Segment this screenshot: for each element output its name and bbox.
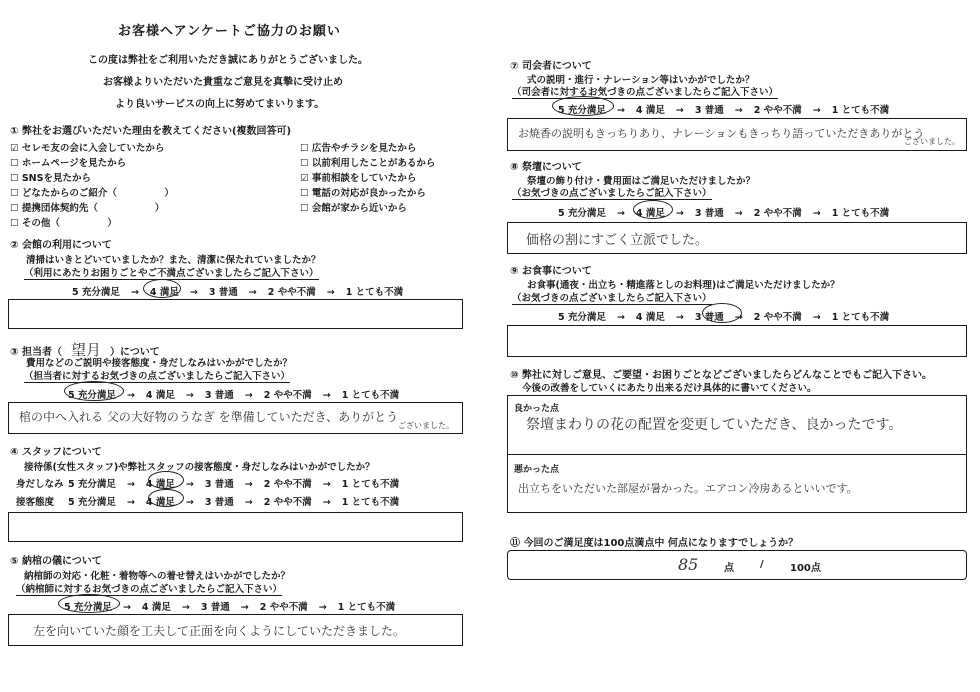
good-points-text[interactable]: 祭壇まわりの花の配置を変更していただき、良かったです。 bbox=[526, 417, 903, 433]
q9-answer-box[interactable] bbox=[507, 325, 967, 357]
arrow-icon: → bbox=[734, 105, 743, 116]
q7-answer-text: お焼香の説明もきっちりあり、ナレーションもきっちり語っていただきありがとう bbox=[518, 127, 925, 140]
rating-2[interactable]: 2 やや不満 bbox=[753, 312, 802, 323]
checkbox[interactable]: ☐ bbox=[300, 158, 309, 169]
score-max: 100点 bbox=[790, 563, 821, 574]
q5-answer-box[interactable] bbox=[8, 614, 463, 646]
q4-answer-text bbox=[9, 513, 462, 525]
rating-1[interactable]: 1 とても不満 bbox=[345, 287, 404, 298]
q1-option-label: 会館が家から近いから bbox=[311, 203, 407, 214]
arrow-icon: → bbox=[126, 479, 135, 490]
selected-rating-circle bbox=[552, 96, 614, 116]
q1-option[interactable] bbox=[10, 140, 164, 154]
q1-option-label: 事前相談をしていたから bbox=[311, 173, 417, 184]
rating-4[interactable]: 4 満足 bbox=[635, 105, 665, 116]
arrow-icon: → bbox=[126, 497, 135, 508]
q3-title-prefix: ③ 担当者（ bbox=[10, 347, 62, 358]
q8-rating-scale bbox=[558, 205, 889, 219]
q11-score-box[interactable] bbox=[507, 550, 967, 580]
checkbox[interactable]: ☐ bbox=[10, 203, 19, 214]
score-value: 85 bbox=[678, 555, 699, 574]
rating-1[interactable]: 1 とても不満 bbox=[337, 602, 396, 613]
checkbox[interactable]: ☐ bbox=[10, 173, 19, 184]
rating-4[interactable]: 4 満足 bbox=[635, 312, 665, 323]
q3-title-suffix: ）について bbox=[109, 347, 160, 358]
selected-rating-circle bbox=[702, 303, 742, 323]
selected-rating-circle bbox=[145, 471, 184, 490]
q3-question: 費用などのご説明や接客態度・身だしなみはいかがでしたか？ bbox=[26, 358, 293, 369]
rating-2[interactable]: 2 やや不満 bbox=[753, 208, 802, 219]
rating-1[interactable]: 1 とても不満 bbox=[831, 105, 890, 116]
q9-sub: （お気づきの点ございましたらご記入下さい） bbox=[512, 293, 712, 304]
q3-answer-text: 棺の中へ入れる 父の大好物のうなぎ を準備していただき、ありがとう bbox=[19, 410, 399, 424]
arrow-icon: → bbox=[734, 208, 743, 219]
checkbox[interactable]: ☐ bbox=[300, 188, 309, 199]
rating-1[interactable]: 1 とても不満 bbox=[831, 208, 890, 219]
checkbox[interactable]: ☐ bbox=[300, 203, 309, 214]
q1-option-label: 広告やチラシを見たから bbox=[311, 143, 417, 154]
arrow-icon: → bbox=[812, 312, 821, 323]
arrow-icon: → bbox=[244, 479, 253, 490]
q7-title: ⑦ 司会者について bbox=[510, 61, 592, 72]
q1-option[interactable] bbox=[10, 215, 117, 229]
q8-title: ⑧ 祭壇について bbox=[510, 162, 582, 173]
q10-title: ⑩ 弊社に対しご意見、ご要望・お困りごとなどございましたらどんなことでもご記入下さい。 bbox=[510, 370, 932, 381]
rating-3[interactable]: 3 普通 bbox=[694, 208, 724, 219]
rating-5[interactable]: 5 充分満足 bbox=[68, 479, 116, 490]
rating-1[interactable]: 1 とても不満 bbox=[341, 479, 400, 490]
rating-5[interactable]: 5 充分満足 bbox=[558, 208, 606, 219]
arrow-icon: → bbox=[616, 105, 625, 116]
rating-2[interactable]: 2 やや不満 bbox=[263, 479, 312, 490]
arrow-icon: → bbox=[326, 287, 335, 298]
q5-sub: （納棺師に対するお気づきの点ございましたらご記入下さい） bbox=[16, 584, 283, 595]
arrow-icon: → bbox=[185, 390, 194, 401]
q8-answer-text: 価格の割にすごく立派でした。 bbox=[526, 233, 709, 248]
rating-3[interactable]: 3 普通 bbox=[204, 390, 234, 401]
intro-line-1: この度は弊社をご利用いただき誠にありがとうございました。 bbox=[88, 55, 368, 66]
q2-question: 清掃はいきとどいていましたか？また、清潔に保たれていましたか？ bbox=[26, 255, 321, 266]
rating-5[interactable]: 5 充分満足 bbox=[68, 497, 116, 508]
selected-rating-circle bbox=[58, 594, 120, 613]
q4-question: 接待係(女性スタッフ)や弊社スタッフの接客態度・身だしなみはいかがでしたか？ bbox=[24, 462, 375, 473]
checkbox[interactable]: ☐ bbox=[10, 188, 19, 199]
q5-answer-text: 左を向いていた顔を工夫して正面を向くようにしていただきました。 bbox=[33, 624, 406, 638]
q1-option[interactable] bbox=[10, 200, 164, 214]
arrow-icon: → bbox=[189, 287, 198, 298]
selected-rating-circle bbox=[143, 279, 181, 298]
q1-option[interactable] bbox=[300, 185, 426, 199]
arrow-icon: → bbox=[240, 602, 249, 613]
arrow-icon: → bbox=[812, 208, 821, 219]
rating-4[interactable]: 4 満足 bbox=[149, 287, 179, 298]
rating-2[interactable]: 2 やや不満 bbox=[263, 497, 312, 508]
rating-3[interactable]: 3 普通 bbox=[204, 479, 234, 490]
q1-option[interactable] bbox=[300, 170, 416, 184]
q3-answer-tail: ございました。 bbox=[398, 421, 454, 430]
q8-answer-box[interactable] bbox=[507, 222, 967, 254]
rating-2[interactable]: 2 やや不満 bbox=[263, 390, 312, 401]
selected-rating-circle bbox=[633, 200, 673, 219]
q3-answer-box[interactable] bbox=[8, 402, 463, 434]
q7-answer-box[interactable] bbox=[507, 118, 967, 151]
arrow-icon: → bbox=[616, 208, 625, 219]
rating-1[interactable]: 1 とても不満 bbox=[341, 497, 400, 508]
rating-2[interactable]: 2 やや不満 bbox=[267, 287, 316, 298]
q7-question: 式の説明・進行・ナレーション等はいかがでしたか？ bbox=[527, 75, 755, 86]
arrow-icon: → bbox=[675, 312, 684, 323]
rating-4[interactable]: 4 満足 bbox=[145, 479, 175, 490]
page-title: お客様へアンケートご協力のお願い bbox=[118, 24, 341, 39]
checkbox[interactable]: ☐ bbox=[300, 143, 309, 154]
arrow-icon: → bbox=[734, 312, 743, 323]
rating-4[interactable]: 4 満足 bbox=[145, 390, 175, 401]
q2-answer-box[interactable] bbox=[8, 299, 463, 329]
q1-option-label: その他（ ） bbox=[21, 218, 117, 229]
staff-name: 望月 bbox=[70, 341, 101, 359]
divider bbox=[508, 454, 966, 455]
arrow-icon: → bbox=[126, 390, 135, 401]
score-slash: / bbox=[760, 559, 764, 570]
q1-option-label: SNSを見たから bbox=[21, 173, 91, 184]
rating-5[interactable]: 5 充分満足 bbox=[72, 287, 120, 298]
rating-3[interactable]: 3 普通 bbox=[204, 497, 234, 508]
bad-points-text[interactable]: 出立ちをいただいた部屋が暑かった。エアコン冷房あるといいです。 bbox=[518, 482, 858, 495]
q7-sub: （司会者に対するお気づきの点ございましたらご記入下さい） bbox=[512, 87, 779, 98]
selected-rating-circle bbox=[145, 489, 184, 508]
checkbox[interactable]: ☐ bbox=[10, 218, 19, 229]
arrow-icon: → bbox=[248, 287, 257, 298]
bad-points-label: 悪かった点 bbox=[514, 465, 560, 475]
q3-sub: （担当者に対するお気づきの点ございましたらご記入下さい） bbox=[24, 371, 291, 382]
checkbox-checked[interactable]: ☑ bbox=[10, 143, 19, 154]
arrow-icon: → bbox=[675, 105, 684, 116]
arrow-icon: → bbox=[812, 105, 821, 116]
arrow-icon: → bbox=[244, 390, 253, 401]
rating-3[interactable]: 3 普通 bbox=[694, 312, 724, 323]
q9-title: ⑨ お食事について bbox=[510, 266, 592, 277]
arrow-icon: → bbox=[185, 497, 194, 508]
q1-option[interactable] bbox=[10, 185, 174, 199]
good-points-label: 良かった点 bbox=[514, 404, 560, 414]
rating-1[interactable]: 1 とても不満 bbox=[831, 312, 890, 323]
q1-option[interactable] bbox=[300, 140, 416, 154]
q4-row2-label: 接客態度 bbox=[16, 497, 55, 508]
q9-question: お食事(通夜・出立ち・精進落としのお料理)はご満足いただけましたか？ bbox=[527, 280, 840, 291]
rating-2[interactable]: 2 やや不満 bbox=[753, 105, 802, 116]
arrow-icon: → bbox=[244, 497, 253, 508]
q1-option[interactable] bbox=[300, 200, 407, 214]
q1-option-label: どなたからのご紹介（ ） bbox=[21, 188, 174, 199]
q4-row1-scale bbox=[68, 476, 399, 490]
rating-2[interactable]: 2 やや不満 bbox=[259, 602, 308, 613]
arrow-icon: → bbox=[130, 287, 139, 298]
q10-question: 今後の改善をしていくにあたり出来るだけ具体的に書いてください。 bbox=[522, 383, 817, 394]
q1-option-label: 電話の対応が良かったから bbox=[311, 188, 426, 199]
arrow-icon: → bbox=[322, 390, 331, 401]
rating-4[interactable]: 4 満足 bbox=[145, 497, 175, 508]
q1-option-label: 提携団体契約先（ ） bbox=[21, 203, 165, 214]
q4-title: ④ スタッフについて bbox=[10, 447, 102, 458]
q1-option[interactable] bbox=[10, 170, 91, 184]
score-unit: 点 bbox=[724, 563, 734, 574]
q5-question: 納棺師の対応・化粧・着物等への着せ替えはいかがでしたか？ bbox=[24, 571, 291, 582]
rating-1[interactable]: 1 とても不満 bbox=[341, 390, 400, 401]
rating-5[interactable]: 5 充分満足 bbox=[68, 390, 116, 401]
arrow-icon: → bbox=[322, 479, 331, 490]
rating-5[interactable]: 5 充分満足 bbox=[558, 312, 606, 323]
arrow-icon: → bbox=[185, 479, 194, 490]
rating-5[interactable]: 5 充分満足 bbox=[64, 602, 112, 613]
q1-option[interactable] bbox=[300, 155, 435, 169]
arrow-icon: → bbox=[318, 602, 327, 613]
q2-rating-scale bbox=[72, 284, 403, 298]
q1-option[interactable] bbox=[10, 155, 126, 169]
checkbox-checked[interactable]: ☑ bbox=[300, 173, 309, 184]
arrow-icon: → bbox=[322, 497, 331, 508]
intro-line-3: より良いサービスの向上に努めてまいります。 bbox=[115, 99, 325, 110]
q1-option-label: 以前利用したことがあるから bbox=[311, 158, 436, 169]
q4-row2-scale bbox=[68, 494, 399, 508]
arrow-icon: → bbox=[181, 602, 190, 613]
q8-sub: （お気づきの点ございましたらご記入下さい） bbox=[512, 188, 712, 199]
q8-question: 祭壇の飾り付け・費用面はご満足いただけましたか？ bbox=[527, 176, 756, 187]
q1-title: ① 弊社をお選びいただいた理由を教えてください(複数回答可) bbox=[10, 126, 292, 137]
q2-title: ② 会館の利用について bbox=[10, 240, 112, 251]
q9-answer-text bbox=[508, 326, 966, 338]
checkbox[interactable]: ☐ bbox=[10, 158, 19, 169]
rating-3[interactable]: 3 普通 bbox=[694, 105, 724, 116]
q7-answer-tail: ございました。 bbox=[904, 137, 960, 146]
q4-answer-box[interactable] bbox=[8, 512, 463, 542]
q2-sub: （利用にあたりお困りごとやご不満点ございましたらご記入下さい） bbox=[24, 268, 319, 279]
rating-4[interactable]: 4 満足 bbox=[141, 602, 171, 613]
rating-3[interactable]: 3 普通 bbox=[200, 602, 230, 613]
selected-rating-circle bbox=[64, 381, 124, 401]
arrow-icon: → bbox=[675, 208, 684, 219]
q1-option-label: セレモ友の会に入会していたから bbox=[21, 143, 165, 154]
arrow-icon: → bbox=[122, 602, 131, 613]
rating-4[interactable]: 4 満足 bbox=[635, 208, 665, 219]
q5-title: ⑤ 納棺の儀について bbox=[10, 556, 102, 567]
q1-option-label: ホームページを見たから bbox=[21, 158, 127, 169]
q2-answer-text bbox=[9, 300, 462, 312]
q11-title: ⑪ 今回のご満足度は100点満点中 何点になりますでしょうか？ bbox=[510, 538, 799, 549]
q10-answer-box bbox=[507, 395, 967, 513]
q4-row1-label: 身だしなみ bbox=[16, 479, 64, 490]
arrow-icon: → bbox=[616, 312, 625, 323]
intro-line-2: お客様よりいただいた貴重なご意見を真摯に受け止め bbox=[103, 77, 343, 88]
rating-3[interactable]: 3 普通 bbox=[208, 287, 238, 298]
rating-5[interactable]: 5 充分満足 bbox=[558, 105, 606, 116]
